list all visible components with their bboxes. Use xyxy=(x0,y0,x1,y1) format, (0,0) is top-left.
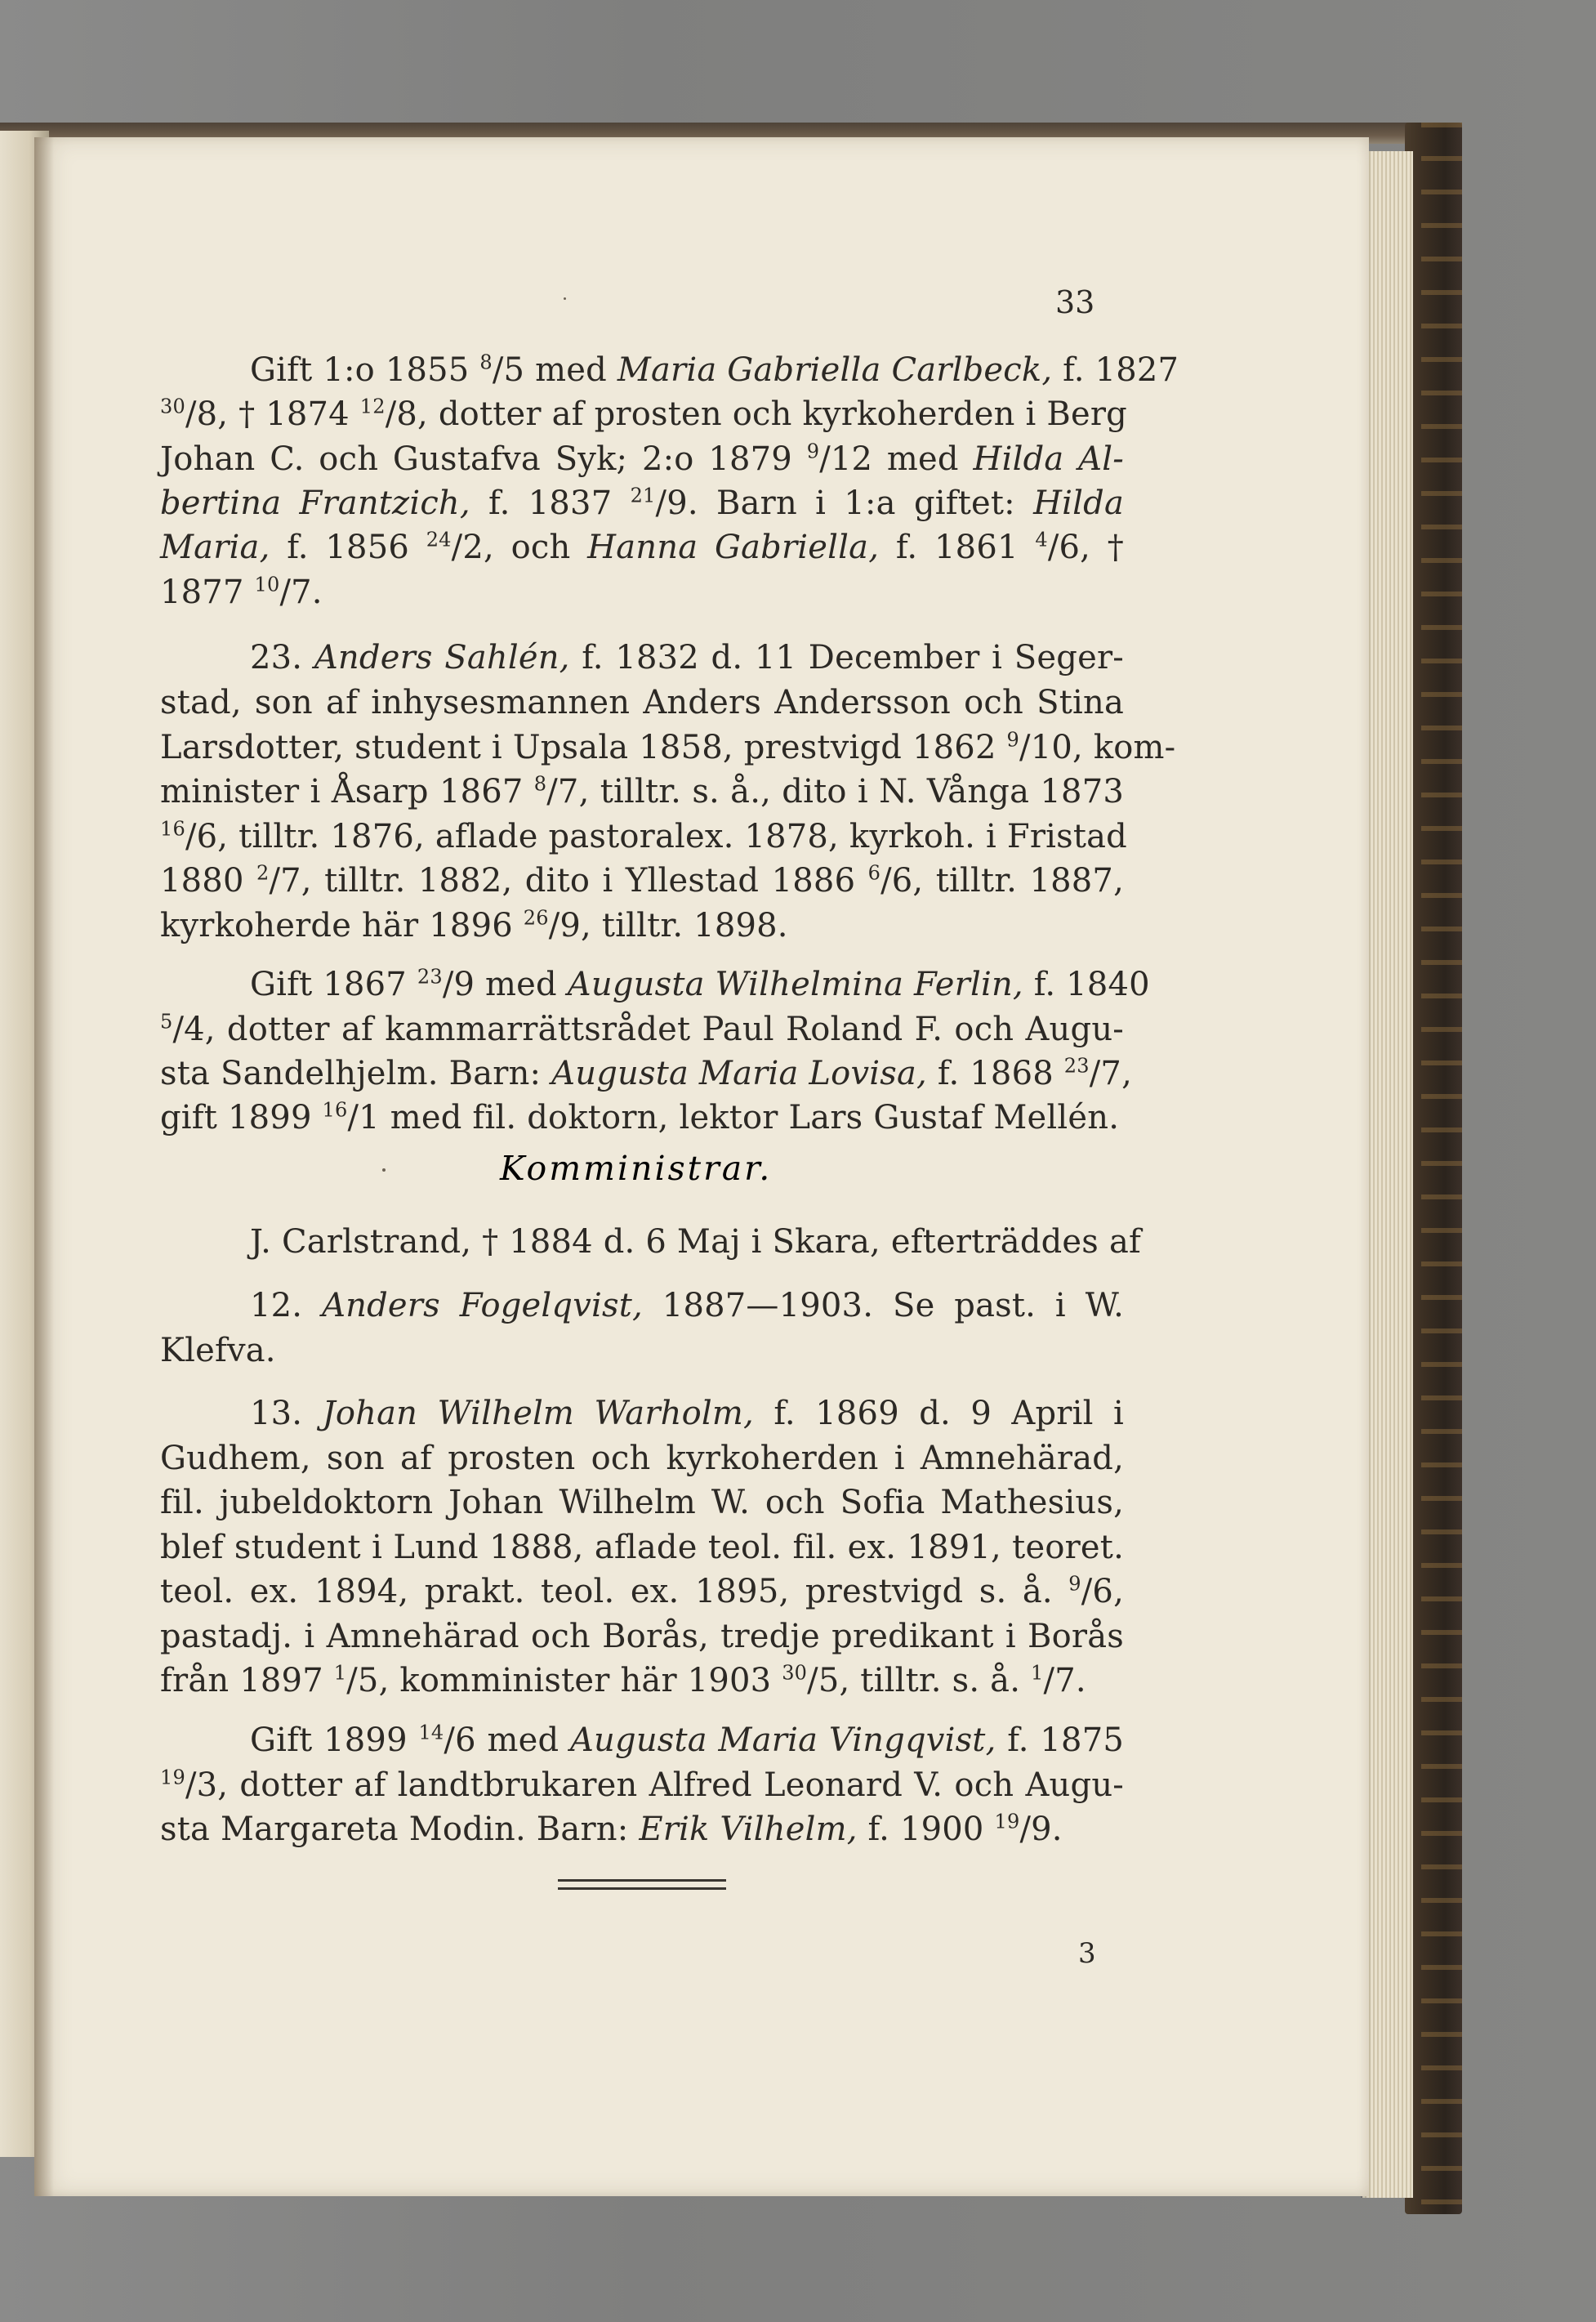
text-run: /7, tilltr. s. å., dito i N. Vånga 1873 xyxy=(546,773,1124,810)
text-run: /4, dotter af kammarrättsrådet Paul Roland F. och Augu- xyxy=(172,1011,1124,1048)
text-run: /6, tilltr. 1887, xyxy=(880,862,1124,900)
text-run: /8, † 1874 xyxy=(185,395,360,433)
italic-name: Maria, xyxy=(160,529,270,566)
date-superscript: 21 xyxy=(630,484,656,507)
date-superscript: 14 xyxy=(418,1721,444,1744)
date-superscript: 23 xyxy=(1063,1054,1090,1078)
text-run: 12. xyxy=(250,1287,323,1324)
text-run: f. 1827 xyxy=(1052,351,1179,389)
text-run: sta Margareta Modin. Barn: xyxy=(160,1811,640,1848)
text-line xyxy=(160,523,1124,572)
text-run: /8, dotter af prosten och kyrkoherden i Berg xyxy=(385,395,1127,433)
text-run: f. 1861 xyxy=(879,529,1036,566)
text-line xyxy=(250,1389,1124,1438)
text-run: kyrkoherde här 1896 xyxy=(160,907,524,944)
text-line xyxy=(160,767,1124,816)
text-run: /9. Barn i 1:a giftet: xyxy=(655,484,1034,522)
date-superscript: 2 xyxy=(256,861,270,885)
text-run: f. 1832 d. 11 December i Seger- xyxy=(569,639,1124,677)
date-superscript: 19 xyxy=(994,1810,1020,1833)
text-run: Gift 1867 xyxy=(250,966,417,1003)
text-run: f. 1840 xyxy=(1023,966,1150,1003)
text-run: Klefva. xyxy=(160,1332,276,1369)
date-superscript: 30 xyxy=(782,1661,808,1685)
text-run: /6, † xyxy=(1047,529,1124,566)
date-superscript: 6 xyxy=(867,861,881,885)
text-run: från 1897 xyxy=(160,1662,334,1699)
section-heading: Komministrar. xyxy=(500,1149,773,1188)
text-line xyxy=(160,1434,1124,1483)
date-superscript: 10 xyxy=(254,573,280,596)
text-line xyxy=(160,1567,1124,1616)
text-run: 13. xyxy=(250,1395,323,1432)
italic-name: Hanna Gabriella, xyxy=(587,529,880,566)
signature-mark: 3 xyxy=(1078,1937,1096,1970)
text-run: Gift 1:o 1855 xyxy=(250,351,480,389)
page-gutter-shadow xyxy=(34,137,54,2196)
text-run: /6, xyxy=(1081,1573,1124,1610)
date-superscript: 30 xyxy=(160,395,185,418)
text-line xyxy=(250,633,1124,682)
closing-rule-top xyxy=(558,1879,726,1882)
text-run: f. 1875 xyxy=(996,1721,1124,1759)
date-superscript: 8 xyxy=(479,351,493,374)
date-superscript: 12 xyxy=(359,395,386,418)
date-superscript: 8 xyxy=(533,772,547,796)
text-line xyxy=(160,901,1124,950)
text-run: Gudhem, son af prosten och kyrkoherden i Amnehärad, xyxy=(160,1440,1124,1477)
text-line xyxy=(160,723,1176,772)
italic-name: Augusta Maria Vingqvist, xyxy=(569,1721,996,1759)
date-superscript: 1 xyxy=(1031,1661,1044,1685)
italic-name: Anders Sahlén, xyxy=(314,639,570,677)
text-run: /6 med xyxy=(444,1721,570,1759)
text-run: stad, son af inhysesmannen Anders Andersson och Stina xyxy=(160,684,1124,721)
text-line xyxy=(250,1281,1124,1330)
text-run: /9, tilltr. 1898. xyxy=(548,907,788,944)
text-run: /1 med fil. doktorn, lektor Lars Gustaf Mellén. xyxy=(347,1099,1120,1136)
text-run: J. Carlstrand, † 1884 d. 6 Maj i Skara, efterträddes af xyxy=(250,1223,1141,1261)
date-superscript: 1 xyxy=(333,1661,347,1685)
text-run: /5, tilltr. s. å. xyxy=(807,1662,1032,1699)
italic-name: Hilda Al- xyxy=(973,440,1124,478)
date-superscript: 19 xyxy=(160,1766,185,1789)
text-line xyxy=(160,390,1127,439)
page-number: 33 xyxy=(1055,284,1095,320)
text-run: 1877 xyxy=(160,574,255,611)
closing-rule-bottom xyxy=(558,1887,726,1890)
text-run: f. 1869 d. 9 April i xyxy=(753,1395,1124,1432)
text-run: /7, tilltr. 1882, dito i Yllestad 1886 xyxy=(269,862,868,900)
italic-name: Anders Fogelqvist, xyxy=(322,1287,643,1324)
text-line xyxy=(160,479,1124,528)
text-line xyxy=(160,1049,1132,1098)
text-line xyxy=(160,1612,1124,1661)
italic-name: Johan Wilhelm Warholm, xyxy=(322,1395,754,1432)
paper-speck xyxy=(382,1168,386,1172)
text-run: /9 med xyxy=(442,966,568,1003)
text-run: pastadj. i Amnehärad och Borås, tredje predikant i Borås xyxy=(160,1618,1124,1655)
text-run: f. 1868 xyxy=(926,1055,1064,1092)
text-run: /6, tilltr. 1876, aflade pastoralex. 1878, kyrkoh. i Fristad xyxy=(185,818,1127,855)
date-superscript: 9 xyxy=(1068,1572,1081,1596)
text-run: /5, komminister här 1903 xyxy=(346,1662,782,1699)
text-line xyxy=(160,1523,1124,1572)
text-run: /10, kom- xyxy=(1019,729,1176,766)
text-run: minister i Åsarp 1867 xyxy=(160,773,534,810)
text-line xyxy=(250,1716,1124,1765)
text-run: /3, dotter af landtbrukaren Alfred Leonard V. och Augu- xyxy=(185,1766,1124,1804)
text-run: fil. jubeldoktorn Johan Wilhelm W. och Sofia Mathesius, xyxy=(160,1484,1124,1521)
text-line xyxy=(160,1005,1124,1054)
date-superscript: 9 xyxy=(806,440,820,463)
text-run: 1887—1903. Se past. i W. xyxy=(642,1287,1125,1324)
date-superscript: 23 xyxy=(417,965,443,989)
italic-name: bertina Frantzich, xyxy=(160,484,470,522)
date-superscript: 16 xyxy=(322,1098,348,1122)
text-run: /7. xyxy=(1043,1662,1086,1699)
italic-name: Augusta Wilhelmina Ferlin, xyxy=(567,966,1023,1003)
text-run: /7, xyxy=(1089,1055,1132,1092)
italic-name: Erik Vilhelm, xyxy=(639,1811,858,1848)
text-run: /5 med xyxy=(492,351,617,389)
date-superscript: 16 xyxy=(160,817,185,841)
text-run: Larsdotter, student i Upsala 1858, prestvigd 1862 xyxy=(160,729,1007,766)
text-run: f. 1900 xyxy=(857,1811,995,1848)
text-line xyxy=(160,1478,1124,1527)
text-run: f. 1837 xyxy=(470,484,631,522)
text-run: /2, och xyxy=(451,529,588,566)
text-line xyxy=(160,1093,1124,1142)
text-run: teol. ex. 1894, prakt. teol. ex. 1895, prestvigd s. å. xyxy=(160,1573,1069,1610)
text-run: Johan C. och Gustafva Syk; 2:o 1879 xyxy=(160,440,807,478)
date-superscript: 9 xyxy=(1006,728,1020,752)
italic-name: Hilda xyxy=(1033,484,1124,522)
text-run: 23. xyxy=(250,639,314,677)
paper-speck xyxy=(564,297,566,300)
text-run: sta Sandelhjelm. Barn: xyxy=(160,1055,552,1092)
text-line xyxy=(250,960,1150,1009)
text-run: blef student i Lund 1888, aflade teol. fil. ex. 1891, teoret. xyxy=(160,1529,1124,1566)
date-superscript: 5 xyxy=(160,1010,173,1034)
text-line xyxy=(160,1656,1124,1705)
text-line xyxy=(160,435,1124,484)
text-line xyxy=(160,812,1127,861)
date-superscript: 24 xyxy=(426,528,452,551)
date-superscript: 4 xyxy=(1035,528,1048,551)
text-run: Gift 1899 xyxy=(250,1721,419,1759)
italic-name: Maria Gabriella Carlbeck, xyxy=(617,351,1053,389)
text-run: /12 med xyxy=(819,440,974,478)
text-line xyxy=(160,678,1124,727)
text-line xyxy=(250,346,1179,395)
text-line xyxy=(160,856,1124,905)
text-run: gift 1899 xyxy=(160,1099,323,1136)
text-line xyxy=(160,568,1124,617)
text-line xyxy=(160,1805,1124,1854)
text-line xyxy=(160,1761,1124,1810)
text-line xyxy=(160,1326,1124,1375)
text-run: 1880 xyxy=(160,862,256,900)
date-superscript: 26 xyxy=(523,906,549,930)
text-line xyxy=(250,1217,1141,1266)
text-run: f. 1856 xyxy=(270,529,426,566)
text-run: /7. xyxy=(279,574,323,611)
text-run: /9. xyxy=(1019,1811,1063,1848)
italic-name: Augusta Maria Lovisa, xyxy=(551,1055,927,1092)
cover-marbling xyxy=(1421,123,1462,2214)
